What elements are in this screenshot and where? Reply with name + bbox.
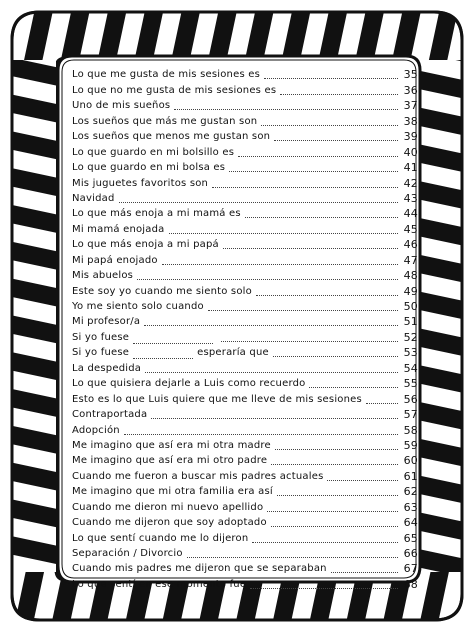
toc-entry-page-number: 47 (403, 253, 418, 267)
toc-entry-title: Los sueños que más me gustan son (72, 115, 258, 127)
toc-entry-title: Lo que sentí en ese momento fue (72, 578, 247, 590)
toc-entry (72, 190, 418, 205)
toc-entry-page-number: 50 (403, 300, 418, 313)
toc-entry-title: Adopción (72, 424, 120, 436)
toc-entry-page-number: 57 (403, 408, 418, 422)
toc-entry-title: Lo que me gusta de mis sesiones es (72, 69, 261, 81)
toc-dot-leader (273, 347, 398, 357)
toc-dot-leader (256, 286, 398, 296)
toc-entry-title: Lo que más enoja a mi mamá es (72, 208, 241, 220)
toc-entry-page-number: 49 (403, 284, 418, 298)
toc-entry-title: Este soy yo cuando me siento solo (72, 285, 252, 297)
toc-dot-leader (245, 208, 398, 218)
toc-entry (72, 251, 418, 266)
toc-entry (72, 220, 418, 235)
toc-entry-page-number: 61 (403, 469, 418, 483)
toc-entry-page-number: 35 (403, 68, 418, 82)
toc-entry (72, 81, 418, 96)
toc-entry-page-number: 68 (403, 577, 418, 591)
toc-entry-page-number: 64 (403, 516, 418, 530)
toc-entry-title: Contraportada (72, 409, 148, 421)
toc-entry-page-number: 43 (403, 191, 418, 205)
toc-dot-leader (267, 502, 398, 512)
toc-dot-leader (221, 332, 398, 342)
toc-dot-leader (145, 363, 398, 373)
toc-entry-title: Cuando me dijeron que soy adoptado (72, 517, 267, 529)
toc-dot-leader (169, 224, 399, 234)
toc-entry-title: Yo me siento solo cuando (72, 301, 204, 312)
toc-dot-leader (229, 162, 398, 172)
toc-dot-leader (144, 316, 398, 326)
toc-entry-title: Separación / Divorcio (72, 548, 183, 559)
toc-entry-title: Los sueños que menos me gustan son (72, 131, 271, 143)
toc-dot-leader (124, 425, 398, 435)
toc-entry (72, 313, 418, 328)
toc-entry (72, 66, 418, 81)
toc-entry-page-number: 63 (403, 500, 418, 514)
toc-entry-title: Navidad (72, 192, 115, 204)
table-of-contents (72, 66, 418, 591)
toc-entry-title: Me imagino que así era mi otra madre (72, 439, 271, 451)
toc-entry-page-number: 60 (403, 454, 418, 468)
toc-entry-page-number: 55 (403, 377, 418, 391)
toc-dot-leader (271, 455, 398, 465)
toc-entry-title: Lo que guardo en mi bolsillo es (72, 146, 235, 158)
toc-dot-leader (208, 301, 398, 311)
toc-dot-leader (277, 486, 398, 496)
toc-entry (72, 529, 418, 544)
toc-entry (72, 97, 418, 112)
toc-dot-leader (238, 147, 398, 157)
toc-entry-title: Mi papá enojado (72, 254, 158, 266)
toc-entry-title: Si yo fuese (72, 347, 130, 359)
toc-entry (72, 267, 418, 282)
toc-entry-title: Lo que guardo en mi bolsa es (72, 162, 226, 174)
toc-entry-title: Cuando me dieron mi nuevo apellido (72, 501, 264, 513)
toc-entry (72, 575, 418, 590)
toc-entry (72, 467, 418, 482)
toc-entry-page-number: 67 (403, 562, 418, 576)
toc-entry-title-continued: esperaría que (197, 347, 269, 359)
toc-entry (72, 560, 418, 575)
toc-entry-blank-line (133, 334, 213, 344)
toc-entry-title: Cuando mis padres me dijeron que se separaban (72, 563, 327, 575)
toc-entry-page-number: 56 (403, 392, 418, 406)
toc-entry-page-number: 39 (403, 130, 418, 144)
toc-entry (72, 483, 418, 498)
toc-entry-page-number: 40 (403, 145, 418, 159)
toc-entry (72, 112, 418, 127)
toc-entry (72, 359, 418, 374)
toc-dot-leader (119, 193, 398, 203)
toc-dot-leader (137, 270, 398, 280)
toc-entry-title: Uno de mis sueños (72, 100, 171, 112)
toc-dot-leader (274, 131, 398, 141)
toc-entry-page-number: 51 (403, 315, 418, 329)
toc-entry (72, 128, 418, 143)
toc-entry (72, 143, 418, 158)
toc-entry-page-number: 54 (403, 361, 418, 375)
toc-entry (72, 452, 418, 467)
toc-dot-leader (252, 533, 398, 543)
toc-dot-leader (174, 100, 398, 110)
toc-entry-title: Si yo fuese (72, 331, 130, 343)
toc-entry (72, 514, 418, 529)
toc-entry-page-number: 53 (403, 346, 418, 360)
toc-entry (72, 174, 418, 189)
toc-entry (72, 205, 418, 220)
toc-entry (72, 282, 418, 297)
toc-entry-page-number: 66 (403, 547, 418, 560)
toc-dot-leader (327, 471, 398, 481)
toc-entry (72, 298, 418, 313)
toc-entry (72, 406, 418, 421)
toc-entry (72, 236, 418, 251)
toc-entry-page-number: 59 (403, 438, 418, 452)
toc-entry-title: Lo que más enoja a mi papá (72, 239, 219, 251)
toc-entry-title: Me imagino que así era mi otro padre (72, 455, 268, 467)
toc-dot-leader (366, 394, 398, 404)
toc-entry-page-number: 37 (403, 99, 418, 113)
toc-entry (72, 390, 418, 405)
toc-entry-title: La despedida (72, 362, 142, 374)
toc-entry-title: Esto es lo que Luis quiere que me lleve de mis sesiones (72, 393, 362, 405)
toc-dot-leader (223, 239, 398, 249)
toc-entry-title: Lo que sentí cuando me lo dijeron (72, 532, 249, 544)
toc-entry-page-number: 46 (403, 238, 418, 252)
toc-dot-leader (261, 116, 398, 126)
toc-entry-page-number: 42 (403, 176, 418, 190)
toc-entry-page-number: 44 (403, 207, 418, 221)
toc-entry-page-number: 62 (403, 485, 418, 499)
toc-dot-leader (187, 548, 398, 558)
toc-dot-leader (280, 85, 398, 95)
toc-entry (72, 498, 418, 513)
toc-entry-page-number: 48 (403, 269, 418, 283)
toc-dot-leader (309, 378, 398, 388)
toc-dot-leader (212, 178, 398, 188)
toc-dot-leader (331, 563, 398, 573)
toc-entry-page-number: 52 (403, 330, 418, 344)
toc-dot-leader (271, 517, 398, 527)
toc-dot-leader (162, 255, 398, 265)
toc-entry-page-number: 38 (403, 114, 418, 128)
toc-entry (72, 437, 418, 452)
toc-entry-title: Mi mamá enojada (72, 223, 165, 235)
toc-entry-title: Cuando me fueron a buscar mis padres actuales (72, 470, 324, 482)
toc-dot-leader (264, 69, 398, 79)
toc-entry-page-number: 58 (403, 423, 418, 437)
toc-entry (72, 375, 418, 390)
toc-entry-blank-line (133, 349, 193, 359)
toc-entry-page-number: 45 (403, 222, 418, 236)
toc-entry-page-number: 36 (403, 83, 418, 97)
toc-entry-title: Lo que quisiera dejarle a Luis como recuerdo (72, 378, 306, 390)
toc-entry (72, 159, 418, 174)
toc-entry-title: Lo que no me gusta de mis sesiones es (72, 84, 277, 96)
toc-entry (72, 328, 418, 343)
toc-dot-leader (151, 409, 398, 419)
toc-entry-page-number: 41 (403, 161, 418, 175)
toc-entry-title: Mi profesor/a (72, 316, 141, 328)
toc-entry-title: Me imagino que mi otra familia era así (72, 486, 273, 498)
toc-entry-page-number: 65 (403, 531, 418, 545)
toc-dot-leader (275, 440, 398, 450)
toc-entry (72, 545, 418, 560)
toc-entry (72, 344, 418, 359)
toc-entry (72, 421, 418, 436)
toc-entry-title: Mis abuelos (72, 270, 134, 282)
toc-dot-leader (250, 579, 398, 589)
toc-entry-title: Mis juguetes favoritos son (72, 177, 209, 189)
